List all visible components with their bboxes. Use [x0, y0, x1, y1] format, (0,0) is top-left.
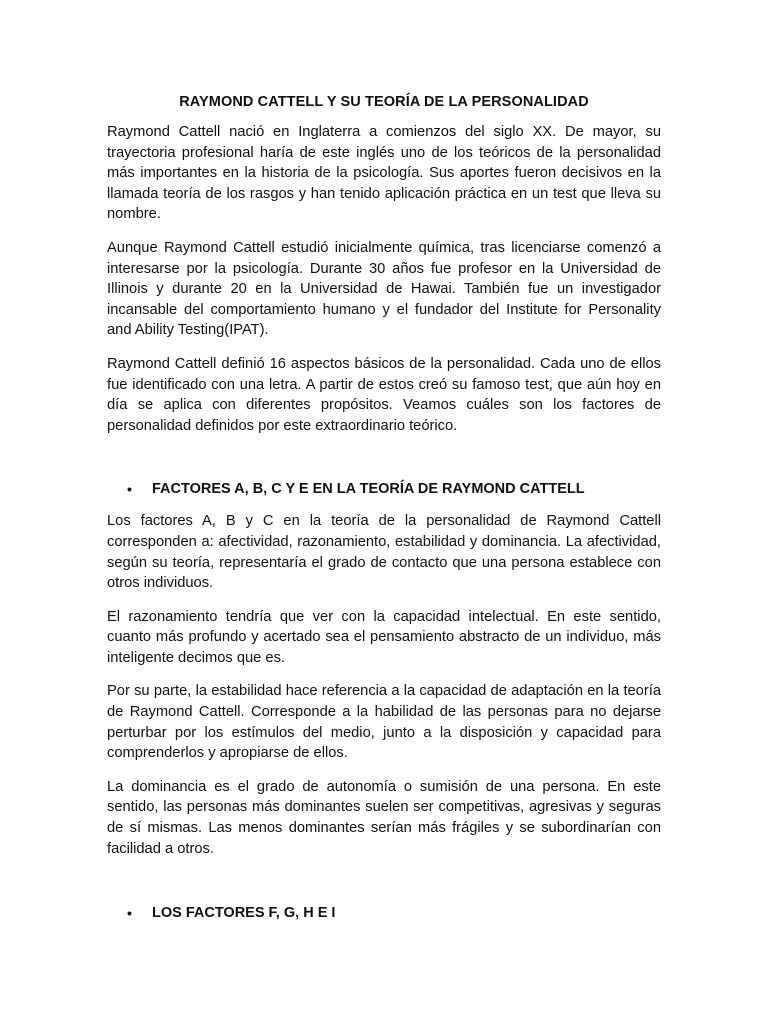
bullet-icon: • [127, 481, 132, 498]
section-heading-factores-fghi [107, 903, 661, 923]
section1-paragraph-4: La dominancia es el grado de autonomía o sumisión de una persona. En este sentido, las personas más dominantes suelen ser competitivas, agresivas y seguras de sí mismas. Las menos dominantes serían más frágiles y se subordinarían con facilidad a otros. [107, 778, 661, 857]
intro-paragraph-2: Aunque Raymond Cattell estudió inicialmente química, tras licenciarse comenzó a interesarse por la psicología. Durante 30 años fue profesor en la Universidad de Illinois y durante 20 en la Universidad de Hawai. También fue un investigador incansable del comportamiento humano y el fundador del Institute for Personality and Ability Testing(IPAT). [107, 239, 661, 339]
section1-paragraph-3: Por su parte, la estabilidad hace referencia a la capacidad de adaptación en la teoría de Raymond Cattell. Corresponde a la habilidad de las personas para no dejarse perturbar por los estímulos del medio, junto a la disposición y capacidad para comprenderlos y apropiarse de ellos. [107, 683, 661, 762]
section1-paragraph-1: Los factores A, B y C en la teoría de la personalidad de Raymond Cattell corresponden a: afectividad, razonamiento, estabilidad y dominancia. La afectividad, según su teoría, representaría el grado de contacto que una persona establece con otros individuos. [107, 513, 661, 592]
section1-paragraph-2: El razonamiento tendría que ver con la capacidad intelectual. En este sentido, cuanto más profundo y acertado sea el pensamiento abstracto de un individuo, más inteligente decimos que es. [107, 608, 661, 666]
document-title: RAYMOND CATTELL Y SU TEORÍA DE LA PERSONALIDAD [179, 94, 589, 110]
document-body [107, 92, 661, 923]
section-heading-text: FACTORES A, B, C Y E EN LA TEORÍA DE RAYMOND CATTELL [152, 481, 585, 498]
intro-paragraph-3: Raymond Cattell definió 16 aspectos básicos de la personalidad. Cada uno de ellos fue identificado con una letra. A partir de estos creó su famoso test, que aún hoy en día se aplica con diferentes propósitos. Veamos cuáles son los factores de personalidad definidos por este extraordinario teórico. [107, 355, 661, 434]
intro-paragraph-1: Raymond Cattell nació en Inglaterra a comienzos del siglo XX. De mayor, su trayectoria profesional haría de este inglés uno de los teóricos de la personalidad más importantes en la historia de la psicología. Sus aportes fueron decisivos en la llamada teoría de los rasgos y han tenido aplicación práctica en un test que lleva su nombre. [107, 124, 661, 223]
section-heading-factores-abce [107, 479, 661, 499]
section-heading-text: LOS FACTORES F, G, H E I [152, 905, 336, 922]
bullet-icon: • [127, 905, 132, 922]
